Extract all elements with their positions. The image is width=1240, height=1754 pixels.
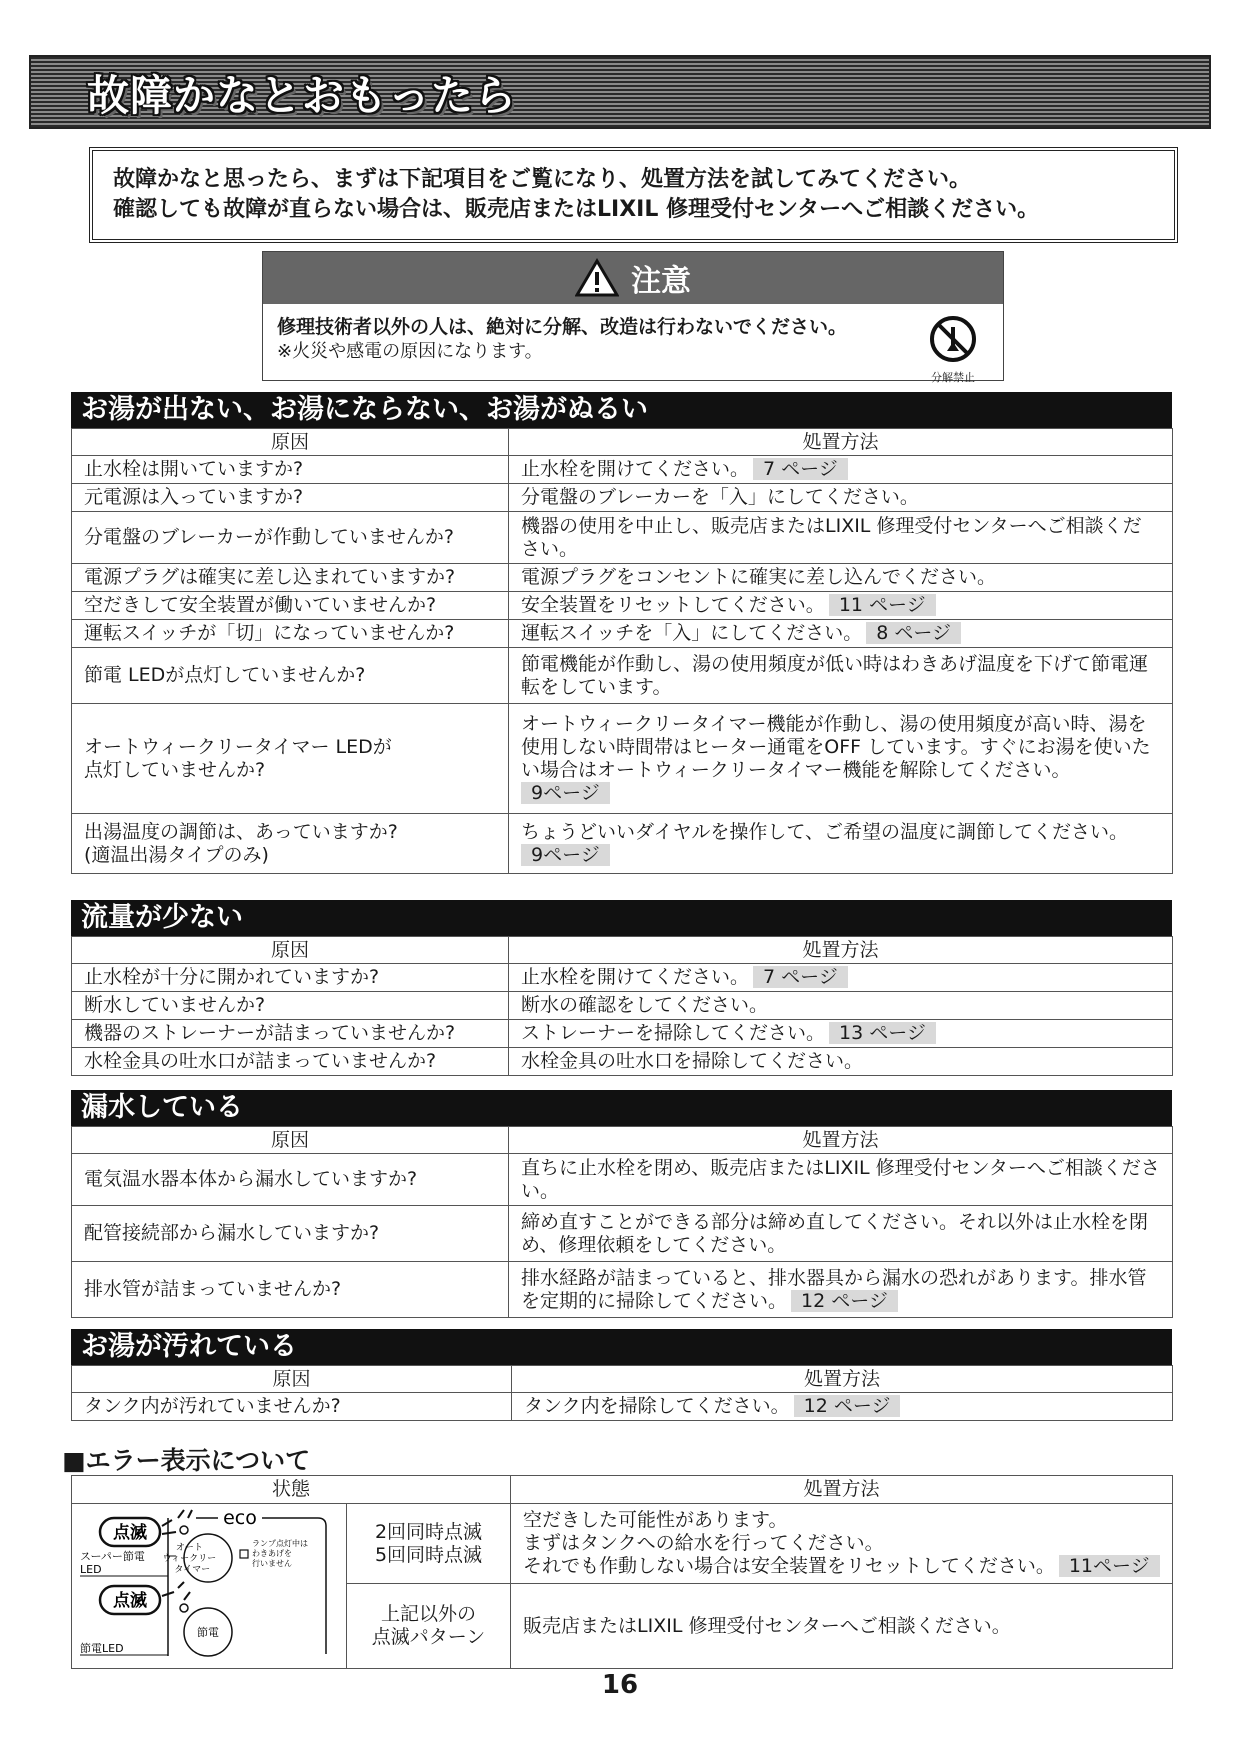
cause-cell: 出湯温度の調節は、あっていますか? (適温出湯タイプのみ)	[72, 814, 509, 874]
column-header-remedy: 処置方法	[509, 429, 1173, 456]
page-reference: 9ページ	[521, 844, 610, 866]
caution-note-text: ※火災や感電の原因になります。	[277, 341, 543, 362]
setsuden-button-label: 節電	[197, 1626, 219, 1639]
page-reference: 11 ページ	[829, 594, 936, 616]
remedy-cell: ストレーナーを掃除してください。 13 ページ	[509, 1020, 1173, 1048]
remedy-cell: 空だきした可能性があります。 まずはタンクへの給水を行ってください。 それでも作動しない場合は安全装置をリセットしてください。 11ページ	[511, 1504, 1173, 1584]
column-header-cause: 原因	[72, 429, 509, 456]
remedy-cell: 安全装置をリセットしてください。 11 ページ	[509, 592, 1173, 620]
blink-label-2: 点滅	[113, 1591, 147, 1611]
remedy-cell: 断水の確認をしてください。	[509, 992, 1173, 1020]
table-row	[72, 620, 1173, 648]
section-no-hot-water	[71, 392, 1172, 874]
cause-cell: 電源プラグは確実に差し込まれていますか?	[72, 564, 509, 592]
table-row	[72, 1048, 1173, 1076]
column-header-cause: 原因	[72, 937, 509, 964]
remedy-cell: 分電盤のブレーカーを「入」にしてください。	[509, 484, 1173, 512]
remedy-cell: タンク内を掃除してください。 12 ページ	[512, 1393, 1173, 1421]
table-row	[72, 1393, 1173, 1421]
remedy-cell: 節電機能が作動し、湯の使用頻度が低い時はわきあげ温度を下げて節電運転をしています。	[509, 648, 1173, 704]
page-reference: 7 ページ	[753, 458, 848, 480]
caution-header	[263, 252, 1003, 304]
remedy-cell: 止水栓を開けてください。 7 ページ	[509, 456, 1173, 484]
cause-cell: 止水栓は開いていますか?	[72, 456, 509, 484]
lamp-note-2: わきあげを	[252, 1549, 292, 1558]
cause-cell: 分電盤のブレーカーが作動していませんか?	[72, 512, 509, 564]
cause-cell: タンク内が汚れていませんか?	[72, 1393, 512, 1421]
section-heading: 流量が少ない	[71, 900, 1172, 936]
blink-label-1: 点滅	[113, 1523, 147, 1543]
remedy-cell: 機器の使用を中止し、販売店またはLIXIL 修理受付センターへご相談ください。	[509, 512, 1173, 564]
cause-cell: 水栓金具の吐水口が詰まっていませんか?	[72, 1048, 509, 1076]
page-title: 故障かなとおもったら	[87, 71, 518, 120]
page-reference: 12 ページ	[794, 1395, 901, 1417]
page-title-bar	[29, 55, 1211, 129]
pattern-cell: 上記以外の 点滅パターン	[347, 1584, 511, 1669]
trouble-table	[71, 428, 1173, 874]
table-row	[72, 512, 1173, 564]
table-row	[72, 564, 1173, 592]
cause-cell: 電気温水器本体から漏水していますか?	[72, 1154, 509, 1206]
intro-line-1: 故障かなと思ったら、まずは下記項目をご覧になり、処置方法を試してみてください。	[113, 167, 972, 192]
section-heading: お湯が汚れている	[71, 1329, 1172, 1365]
table-row	[72, 992, 1173, 1020]
page-reference: 12 ページ	[791, 1290, 898, 1312]
cause-cell: 運転スイッチが「切」になっていませんか?	[72, 620, 509, 648]
remedy-cell: 水栓金具の吐水口を掃除してください。	[509, 1048, 1173, 1076]
remedy-cell: 直ちに止水栓を閉め、販売店またはLIXIL 修理受付センターへご相談ください。	[509, 1154, 1173, 1206]
intro-box	[89, 147, 1178, 243]
trouble-table	[71, 936, 1173, 1076]
remedy-cell: 運転スイッチを「入」にしてください。 8 ページ	[509, 620, 1173, 648]
page-number: 16	[601, 1670, 639, 1700]
auto-weekly-label-3: タイマー	[174, 1565, 211, 1575]
table-row	[72, 1020, 1173, 1048]
table-row	[72, 1154, 1173, 1206]
section-leak	[71, 1090, 1172, 1318]
control-panel-illustration	[72, 1504, 346, 1662]
table-row	[72, 1262, 1173, 1318]
no-disassembly-label: 分解禁止	[931, 371, 975, 384]
trouble-table	[71, 1126, 1173, 1318]
svg-text:スーパー節電 LED	[80, 1549, 148, 1576]
page-reference: 8 ページ	[866, 622, 961, 644]
section-heading: お湯が出ない、お湯にならない、お湯がぬるい	[71, 392, 1172, 428]
table-row	[72, 456, 1173, 484]
column-header-remedy: 処置方法	[509, 937, 1173, 964]
eco-label: eco	[223, 1507, 257, 1529]
cause-cell: 配管接続部から漏水していますか?	[72, 1206, 509, 1262]
column-header-state: 状態	[72, 1476, 511, 1504]
table-row	[72, 1206, 1173, 1262]
cause-cell: 断水していませんか?	[72, 992, 509, 1020]
column-header-remedy: 処置方法	[512, 1366, 1173, 1393]
remedy-cell: 締め直すことができる部分は締め直してください。それ以外は止水栓を閉め、修理依頼をしてください。	[509, 1206, 1173, 1262]
caution-heading: 注意	[631, 264, 691, 299]
trouble-table	[71, 1365, 1173, 1421]
setsuden-led-label: 節電LED	[80, 1642, 124, 1655]
remedy-cell: 販売店またはLIXIL 修理受付センターへご相談ください。	[511, 1584, 1173, 1669]
table-row	[72, 592, 1173, 620]
error-display-title: ■エラー表示について	[62, 1446, 311, 1475]
section-low-flow	[71, 900, 1172, 1076]
auto-weekly-label-2: ウィークリー	[162, 1554, 217, 1564]
auto-weekly-label-1: オート	[175, 1543, 203, 1553]
page-reference: 9ページ	[521, 782, 610, 804]
svg-text:ランプ点灯中は わきあげを	[252, 1538, 311, 1568]
warning-triangle-icon	[575, 258, 619, 298]
page-reference: 11ページ	[1059, 1555, 1160, 1577]
cause-cell: 機器のストレーナーが詰まっていませんか?	[72, 1020, 509, 1048]
pattern-cell: 2回同時点滅 5回同時点滅	[347, 1504, 511, 1584]
remedy-cell: 電源プラグをコンセントに確実に差し込んでください。	[509, 564, 1173, 592]
error-table	[71, 1475, 1173, 1669]
cause-cell: 元電源は入っていますか?	[72, 484, 509, 512]
intro-line-2: 確認しても故障が直らない場合は、販売店またはLIXIL 修理受付センターへご相談ください。	[113, 197, 1040, 222]
caution-main-text: 修理技術者以外の人は、絶対に分解、改造は行わないでください。	[277, 316, 848, 338]
cause-cell: 止水栓が十分に開かれていますか?	[72, 964, 509, 992]
table-row	[72, 704, 1173, 814]
lamp-note-3: 行いません	[252, 1559, 292, 1568]
super-led-label-1: スーパー節電	[80, 1550, 145, 1563]
cause-cell: 節電 LEDが点灯していませんか?	[72, 648, 509, 704]
no-disassembly-badge	[925, 314, 981, 385]
column-header-cause: 原因	[72, 1127, 509, 1154]
remedy-cell: 止水栓を開けてください。 7 ページ	[509, 964, 1173, 992]
section-dirty-water	[71, 1329, 1172, 1421]
error-display-section	[71, 1475, 1172, 1669]
table-row	[72, 1504, 1173, 1584]
lamp-note-1: ランプ点灯中は	[252, 1539, 308, 1548]
remedy-cell: ちょうどいいダイヤルを操作して、ご希望の温度に調節してください。 9ページ	[509, 814, 1173, 874]
table-row	[72, 964, 1173, 992]
cause-cell: オートウィークリータイマー LEDが 点灯していませんか?	[72, 704, 509, 814]
table-row	[72, 814, 1173, 874]
remedy-cell: 排水経路が詰まっていると、排水器具から漏水の恐れがあります。排水管を定期的に掃除してください。 12 ページ	[509, 1262, 1173, 1318]
column-header-remedy: 処置方法	[511, 1476, 1173, 1504]
caution-box	[262, 251, 1004, 384]
column-header-remedy: 処置方法	[509, 1127, 1173, 1154]
page-reference: 7 ページ	[753, 966, 848, 988]
cause-cell: 空だきして安全装置が働いていませんか?	[72, 592, 509, 620]
cause-cell: 排水管が詰まっていませんか?	[72, 1262, 509, 1318]
remedy-cell: オートウィークリータイマー機能が作動し、湯の使用頻度が高い時、湯を使用しない時間帯はヒーター通電をOFF しています。すぐにお湯を使いたい場合はオートウィークリータイマー機能を解除してください。 9ページ	[509, 704, 1173, 814]
table-row	[72, 648, 1173, 704]
control-panel-diagram	[72, 1504, 347, 1669]
column-header-cause: 原因	[72, 1366, 512, 1393]
table-row	[72, 484, 1173, 512]
page-reference: 13 ページ	[829, 1022, 936, 1044]
no-disassembly-icon	[928, 314, 978, 364]
section-heading: 漏水している	[71, 1090, 1172, 1126]
super-led-label-2: LED	[80, 1563, 102, 1576]
